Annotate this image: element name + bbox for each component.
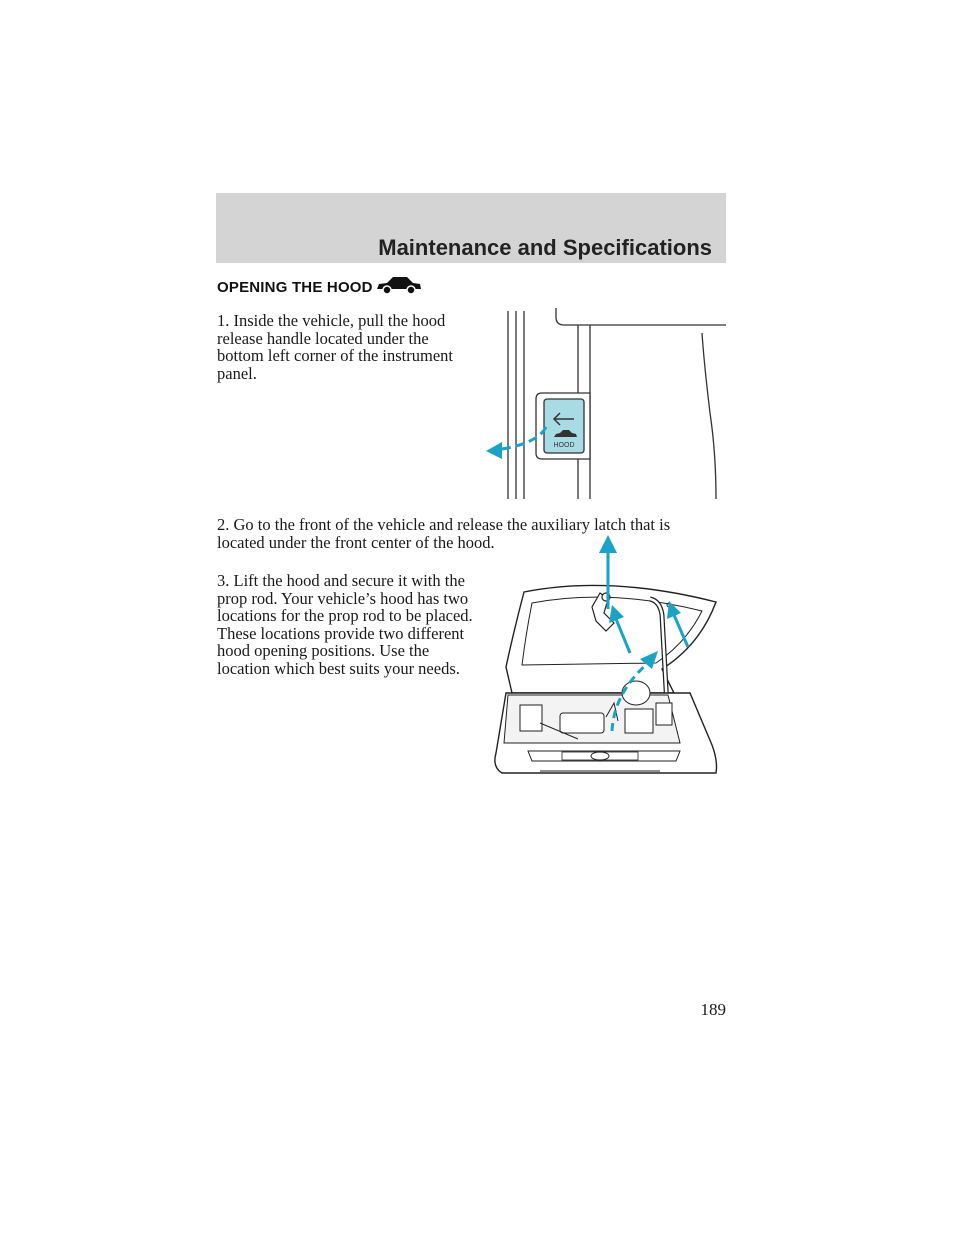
header-band bbox=[216, 193, 726, 263]
header-title: Maintenance and Specifications bbox=[378, 235, 712, 260]
section-heading bbox=[217, 279, 423, 296]
step-2-paragraph: 2. Go to the front of the vehicle and release the auxiliary latch that is located under the front center of the hood. bbox=[217, 515, 671, 552]
car-icon bbox=[375, 275, 423, 295]
section-heading-text: OPENING THE HOOD bbox=[217, 279, 373, 296]
open-hood-illustration bbox=[480, 535, 720, 785]
hood-release-handle-illustration bbox=[478, 303, 728, 503]
page-number: 189 bbox=[700, 1000, 726, 1019]
step-3-paragraph: 3. Lift the hood and secure it with the prop rod. Your vehicle’s hood has two locations for the prop rod to be placed. These locations provide two different hood opening positions. Use the location which best suits your needs. bbox=[217, 571, 473, 678]
step-1-paragraph: 1. Inside the vehicle, pull the hood release handle located under the bottom left corner of the instrument panel. bbox=[217, 311, 453, 383]
hood-handle-label: HOOD bbox=[553, 442, 575, 449]
